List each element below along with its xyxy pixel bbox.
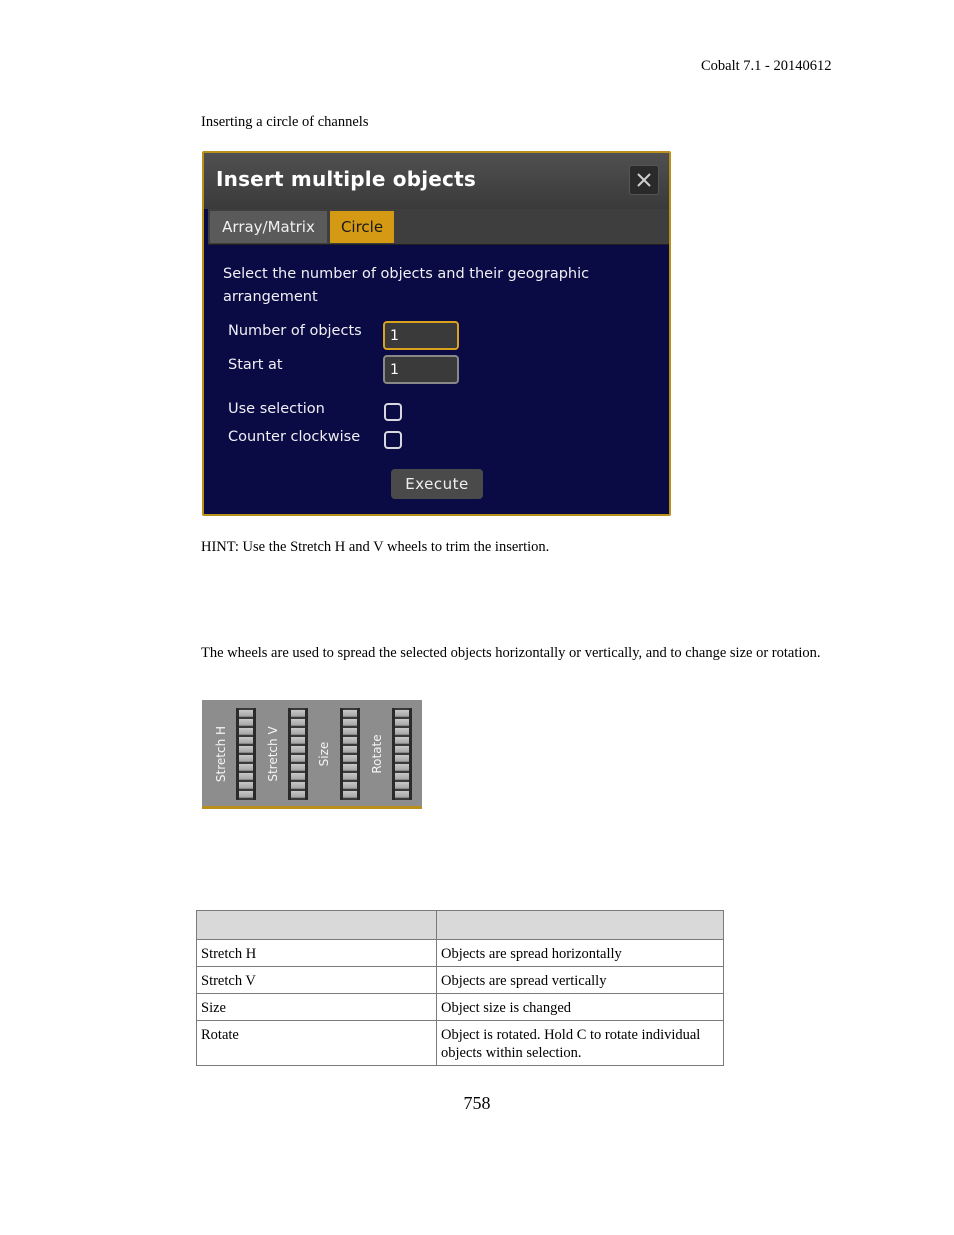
table-row <box>197 994 724 1021</box>
wheel-stretch-v[interactable] <box>288 708 308 800</box>
wheels-table <box>196 910 724 1066</box>
table-cell: Rotate <box>197 1021 437 1066</box>
page-number: 758 <box>463 1093 491 1113</box>
hint-text: HINT: Use the Stretch H and V wheels to trim the insertion. <box>201 539 550 555</box>
start-at-label: Start at <box>228 357 283 373</box>
wheel-label-rotate: Rotate <box>370 734 384 774</box>
dialog-title: Insert multiple objects <box>216 167 476 191</box>
table-cell: Object size is changed <box>437 994 724 1021</box>
table-row <box>197 967 724 994</box>
dialog-header <box>204 153 669 209</box>
wheel-rotate[interactable] <box>392 708 412 800</box>
figure-caption: Inserting a circle of channels <box>201 114 369 130</box>
counter-clockwise-label: Counter clockwise <box>228 429 361 445</box>
counter-clockwise-checkbox[interactable] <box>384 431 402 449</box>
wheel-stretch-h[interactable] <box>236 708 256 800</box>
tab-array-matrix[interactable]: Array/Matrix <box>210 211 327 243</box>
table-header-row <box>197 911 724 940</box>
table-cell: Size <box>197 994 437 1021</box>
table-cell: Stretch H <box>197 940 437 967</box>
insert-multiple-objects-dialog <box>202 151 671 516</box>
table-cell: Object is rotated. Hold C to rotate individual objects within selection. <box>437 1021 724 1066</box>
table-cell: Objects are spread horizontally <box>437 940 724 967</box>
table-row <box>197 940 724 967</box>
execute-button[interactable]: Execute <box>391 469 483 499</box>
tab-circle[interactable]: Circle <box>330 211 394 243</box>
wheel-label-stretch-h: Stretch H <box>214 725 228 783</box>
dialog-description: Select the number of objects and their geographic arrangement <box>223 266 590 305</box>
wheels-panel <box>202 700 422 809</box>
start-at-input[interactable]: 1 <box>383 355 459 384</box>
table-cell: Stretch V <box>197 967 437 994</box>
table-cell: Objects are spread vertically <box>437 967 724 994</box>
header-version: Cobalt 7.1 - 20140612 <box>701 58 832 74</box>
table-header-cell <box>437 911 724 940</box>
number-of-objects-input[interactable]: 1 <box>383 321 459 350</box>
number-of-objects-label: Number of objects <box>228 323 362 339</box>
close-icon <box>636 172 652 188</box>
table-row <box>197 1021 724 1066</box>
close-button[interactable] <box>629 165 659 195</box>
wheel-label-stretch-v: Stretch V <box>266 726 280 782</box>
use-selection-label: Use selection <box>228 401 325 417</box>
table-header-cell <box>197 911 437 940</box>
tab-bar <box>208 209 669 245</box>
wheel-size[interactable] <box>340 708 360 800</box>
use-selection-checkbox[interactable] <box>384 403 402 421</box>
wheels-intro-text: The wheels are used to spread the selected objects horizontally or vertically, and to change size or rotation. <box>201 645 821 661</box>
wheel-label-size: Size <box>317 741 331 767</box>
